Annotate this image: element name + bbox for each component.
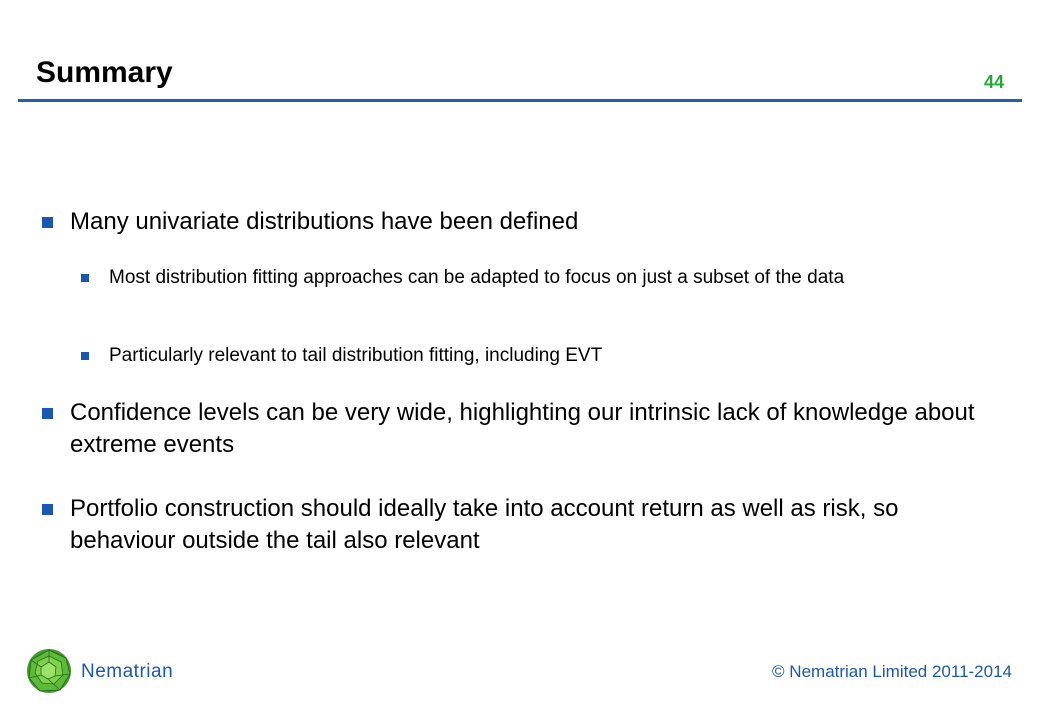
sub-bullet-square-icon (81, 352, 89, 360)
bullet-square-icon (42, 408, 53, 419)
bullet-item (70, 206, 980, 238)
bullet-square-icon (42, 504, 53, 515)
copyright-notice: © Nematrian Limited 2011-2014 (772, 662, 1012, 681)
bullet-item (70, 493, 980, 557)
bullet-text: Portfolio construction should ideally take into account return as well as risk, so behaviour outside the tail also relevant (70, 495, 899, 554)
sub-bullet-item (109, 341, 969, 370)
slide-title: Summary (36, 56, 173, 89)
sub-bullet-text: Most distribution fitting approaches can be adapted to focus on just a subset of the data (109, 267, 845, 288)
bullet-item (70, 397, 980, 461)
sub-bullet-square-icon (81, 274, 89, 282)
brand-name: Nematrian (81, 661, 174, 682)
sub-bullet-text: Particularly relevant to tail distribution fitting, including EVT (109, 345, 603, 366)
sub-bullet-item (109, 263, 969, 292)
slide-number: 44 (983, 72, 1004, 92)
bullet-square-icon (42, 217, 53, 228)
bullet-text: Confidence levels can be very wide, highlighting our intrinsic lack of knowledge about extreme events (70, 399, 975, 458)
bullet-text: Many univariate distributions have been defined (70, 208, 579, 235)
green-polyhedron-logo-icon (26, 648, 72, 694)
